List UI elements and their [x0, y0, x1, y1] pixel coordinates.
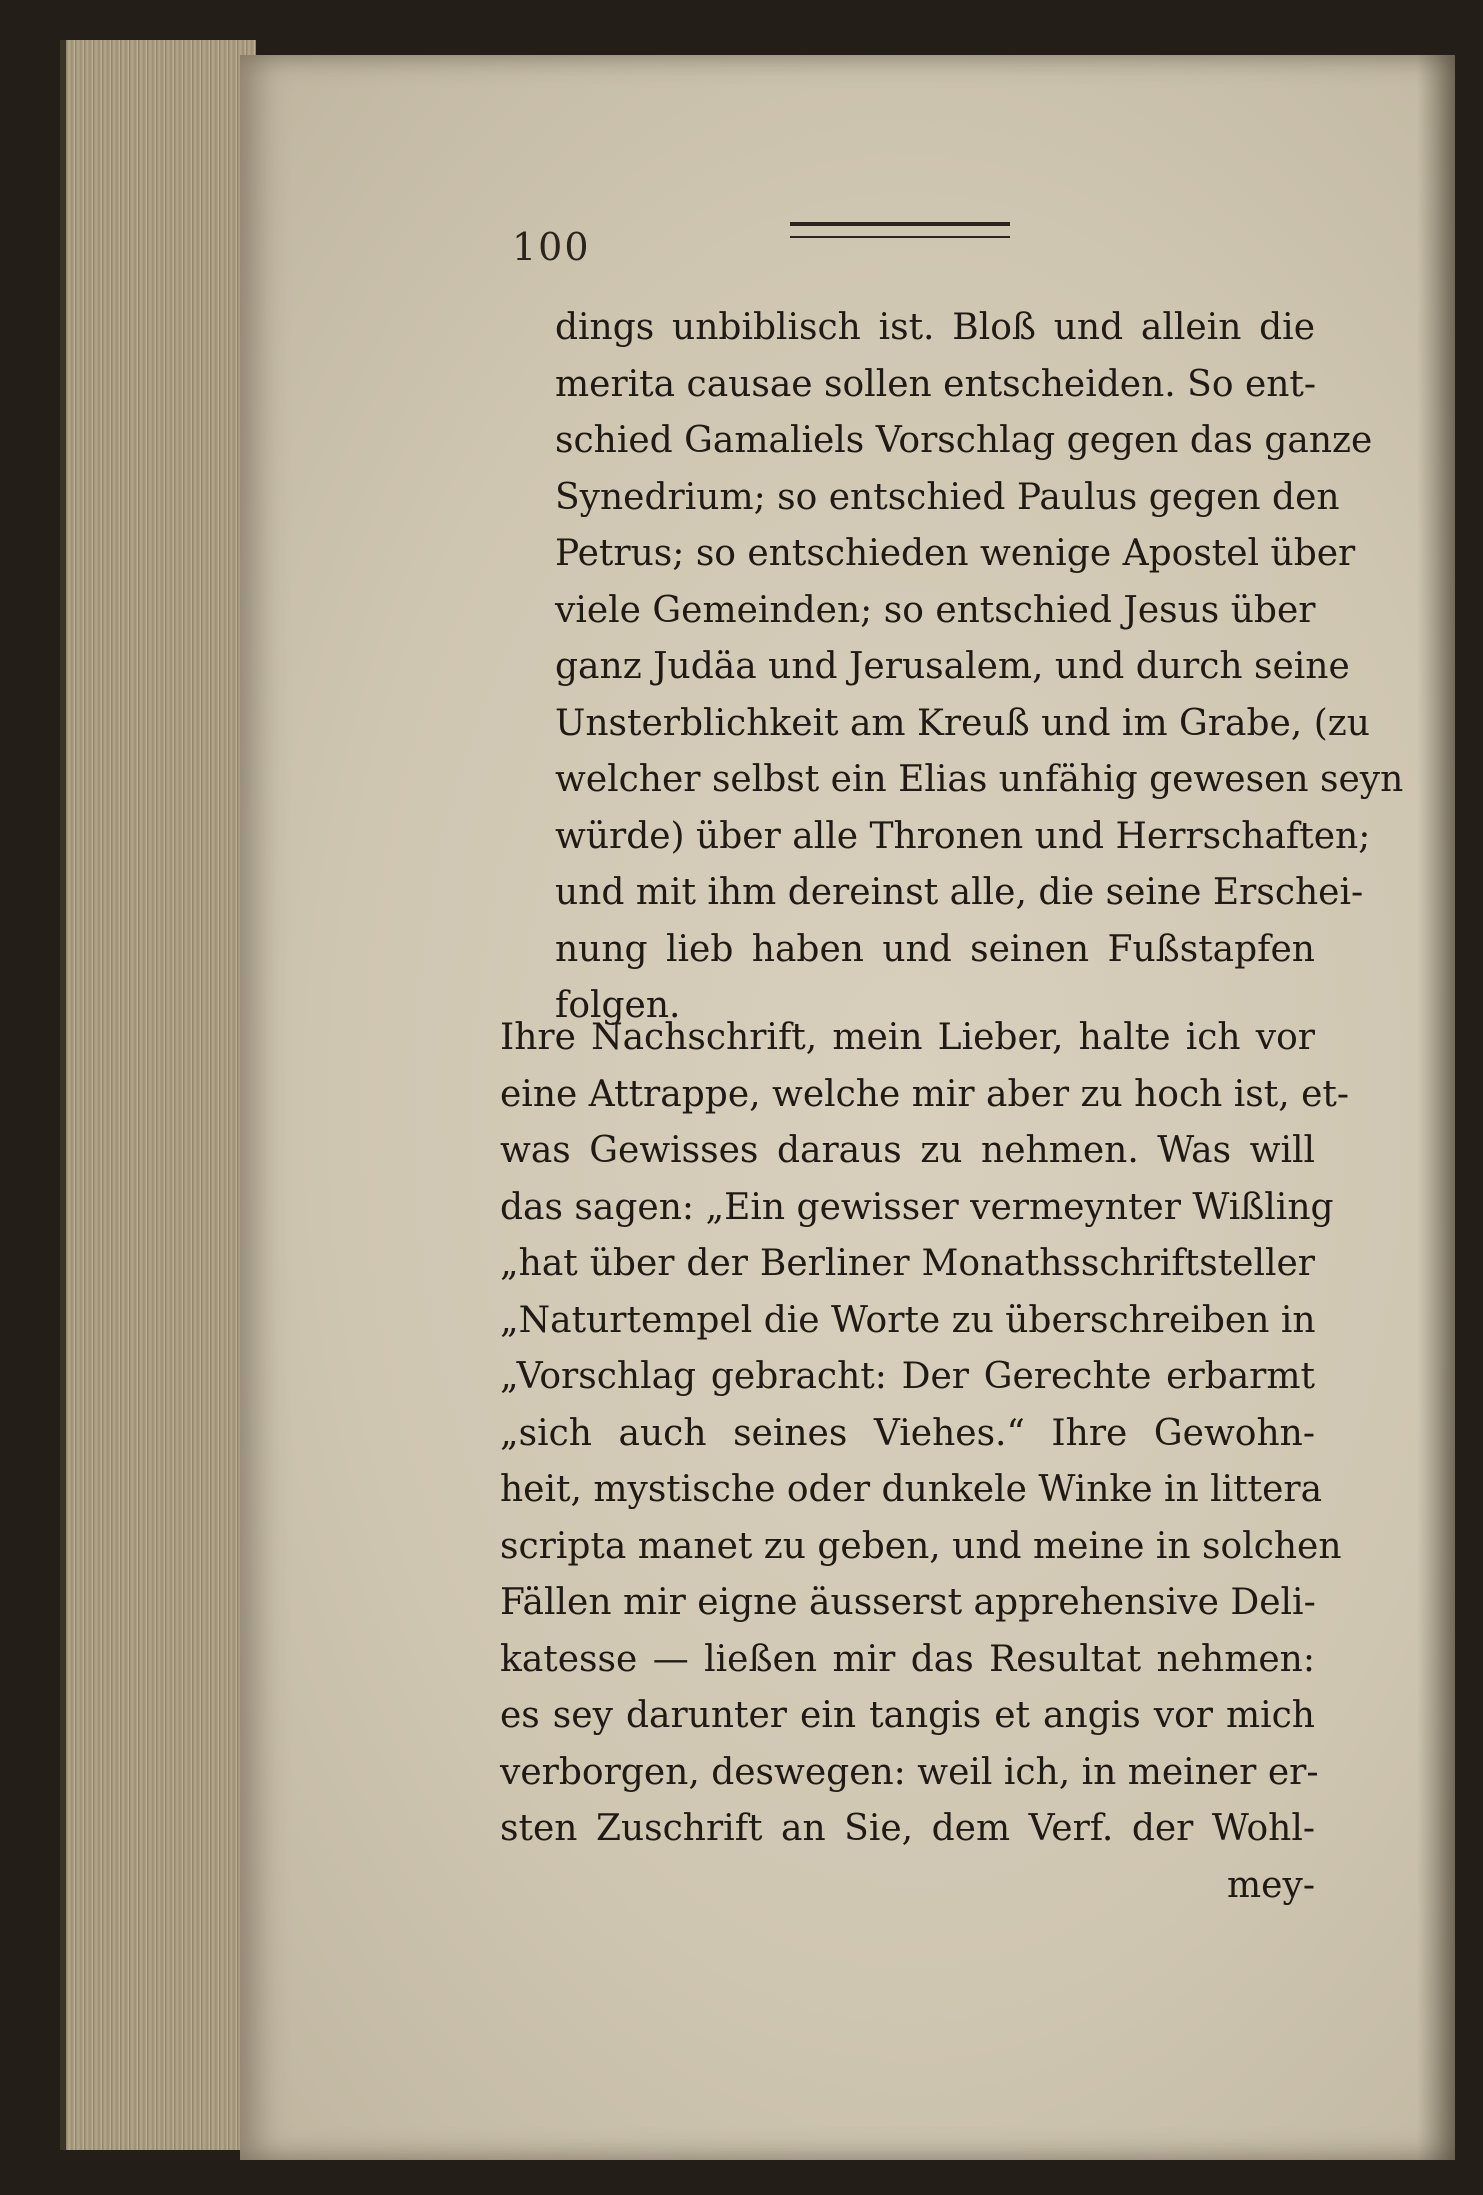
text-line: „hat über der Berliner Monathsschriftsteller — [500, 1243, 1315, 1284]
text-line: Fällen mir eigne äusserst apprehensive Deli- — [500, 1582, 1316, 1623]
text-line: Unsterblichkeit am Kreuß und im Grabe, (zu — [555, 702, 1370, 744]
text-line: „sich auch seines Viehes.“ Ihre Gewohn- — [500, 1412, 1315, 1454]
text-line: viele Gemeinden; so entschied Jesus über — [555, 589, 1316, 631]
text-line: scripta manet zu geben, und meine in solchen — [500, 1525, 1342, 1567]
text-line: folgen. — [555, 985, 681, 1026]
text-line: Petrus; so entschieden wenige Apostel über — [555, 533, 1356, 574]
text-line: welcher selbst ein Elias unfähig gewesen seyn — [555, 759, 1404, 800]
text-line: nung lieb haben und seinen Fußstapfen — [555, 928, 1315, 970]
catchword: mey- — [1227, 1864, 1315, 1906]
text-line: sten Zuschrift an Sie, dem Verf. der Wohl- — [500, 1808, 1315, 1849]
text-line: Synedrium; so entschied Paulus gegen den — [555, 476, 1340, 518]
text-line: Ihre Nachschrift, mein Lieber, halte ich vor — [500, 1017, 1315, 1058]
text-line: merita causae sollen entscheiden. So ent- — [555, 363, 1317, 405]
text-line: es sey darunter ein tangis et angis vor mich — [500, 1695, 1315, 1736]
text-line: ganz Judäa und Jerusalem, und durch seine — [555, 646, 1350, 687]
text-line: eine Attrappe, welche mir aber zu hoch ist, et- — [500, 1073, 1350, 1115]
text-line: katesse — ließen mir das Resultat nehmen: — [500, 1638, 1315, 1680]
text-line: das sagen: „Ein gewisser vermeynter Wißling — [500, 1186, 1334, 1228]
text-line: heit, mystische oder dunkele Winke in littera — [500, 1469, 1323, 1510]
text-line: „Naturtempel die Worte zu überschreiben in — [500, 1299, 1316, 1341]
paragraph-1 — [555, 300, 1404, 1035]
text-line: und mit ihm dereinst alle, die seine Erschei- — [555, 872, 1364, 913]
text-line: „Vorschlag gebracht: Der Gerechte erbarmt — [500, 1356, 1315, 1397]
text-line: schied Gamaliels Vorschlag gegen das ganze — [555, 420, 1373, 461]
gutter-shadow — [1417, 55, 1455, 2160]
paragraph-2 — [500, 1010, 1350, 1914]
book-page-edges — [60, 40, 256, 2150]
text-line: dings unbiblisch ist. Bloß und allein die — [555, 307, 1315, 348]
text-line: verborgen, deswegen: weil ich, in meiner er- — [500, 1751, 1319, 1793]
page-number: 100 — [512, 225, 591, 269]
header-rule — [790, 222, 1010, 238]
text-line: würde) über alle Thronen und Herrschaften; — [555, 815, 1371, 857]
text-line: was Gewisses daraus zu nehmen. Was will — [500, 1130, 1315, 1171]
